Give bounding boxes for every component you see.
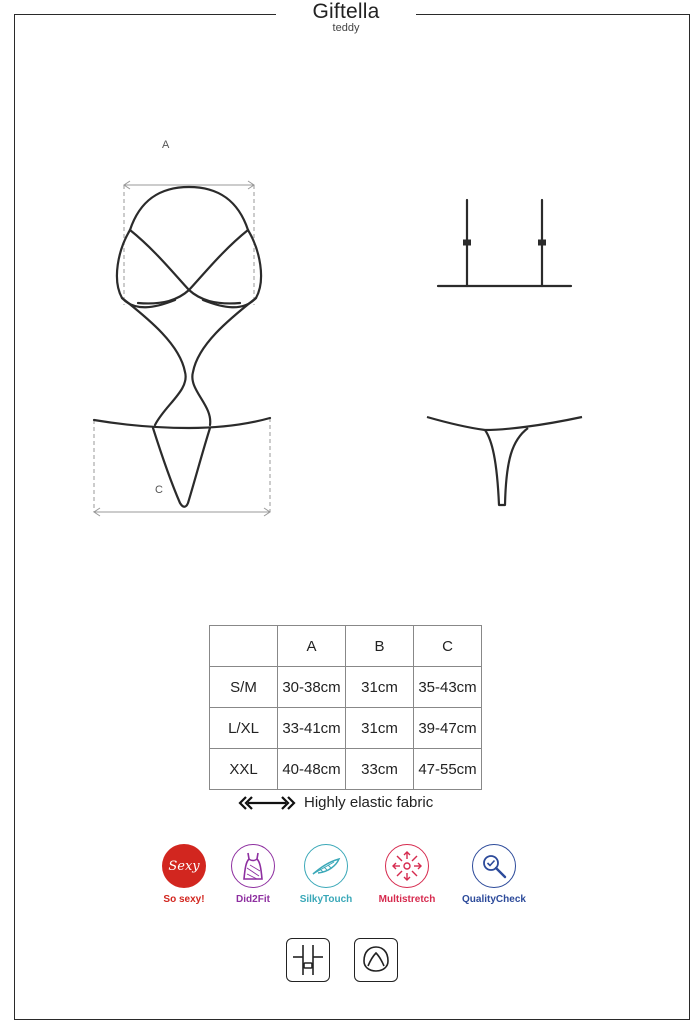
badge-multistretch bbox=[367, 844, 447, 905]
badge-qualitycheck bbox=[454, 844, 534, 905]
size-table bbox=[209, 625, 482, 790]
sexy-icon bbox=[162, 844, 206, 888]
value-cell: 40-48cm bbox=[278, 749, 346, 790]
teddy-front bbox=[94, 187, 270, 507]
table-header-cell: A bbox=[278, 626, 346, 667]
badge-label: Did2Fit bbox=[236, 894, 270, 905]
size-cell: XXL bbox=[210, 749, 278, 790]
value-cell: 31cm bbox=[346, 708, 414, 749]
table-header-cell: C bbox=[414, 626, 482, 667]
product-title: Giftella bbox=[312, 0, 380, 23]
table-header-cell: B bbox=[346, 626, 414, 667]
badge-sexy bbox=[144, 844, 224, 905]
table-row bbox=[210, 749, 482, 790]
magnifier-check-icon bbox=[472, 844, 516, 888]
value-cell: 33cm bbox=[346, 749, 414, 790]
product-subtitle: teddy bbox=[332, 22, 360, 34]
table-header-row bbox=[210, 626, 482, 667]
table-row bbox=[210, 667, 482, 708]
stretch-arrows-icon bbox=[385, 844, 429, 888]
badge-label: Multistretch bbox=[378, 894, 436, 905]
value-cell: 35-43cm bbox=[414, 667, 482, 708]
feather-icon bbox=[304, 844, 348, 888]
table-row bbox=[210, 708, 482, 749]
table-header-cell bbox=[210, 626, 278, 667]
size-cell: L/XL bbox=[210, 708, 278, 749]
size-cell: S/M bbox=[210, 667, 278, 708]
badge-label: So sexy! bbox=[163, 894, 205, 905]
badge-label: SilkyTouch bbox=[299, 894, 353, 905]
value-cell: 39-47cm bbox=[414, 708, 482, 749]
value-cell: 31cm bbox=[346, 667, 414, 708]
badge-silkytouch bbox=[286, 844, 366, 905]
teddy-back-top bbox=[438, 200, 571, 286]
value-cell: 47-55cm bbox=[414, 749, 482, 790]
adjustable-strap-icon bbox=[286, 938, 330, 982]
badge-label: QualityCheck bbox=[462, 894, 526, 905]
dimension-a-label: A bbox=[162, 139, 170, 151]
sexy-icon-text: Sexy bbox=[168, 858, 200, 874]
teddy-back-bottom bbox=[427, 417, 582, 505]
value-cell: 30-38cm bbox=[278, 667, 346, 708]
fabric-note bbox=[238, 794, 433, 811]
badge-did2fit bbox=[213, 844, 293, 905]
elastic-arrows-icon bbox=[238, 795, 296, 811]
fabric-note-text: Highly elastic fabric bbox=[304, 794, 434, 811]
dimension-c bbox=[94, 418, 270, 516]
dress-icon bbox=[231, 844, 275, 888]
dimension-c-label: C bbox=[155, 484, 163, 496]
cup-shape-icon bbox=[354, 938, 398, 982]
value-cell: 33-41cm bbox=[278, 708, 346, 749]
